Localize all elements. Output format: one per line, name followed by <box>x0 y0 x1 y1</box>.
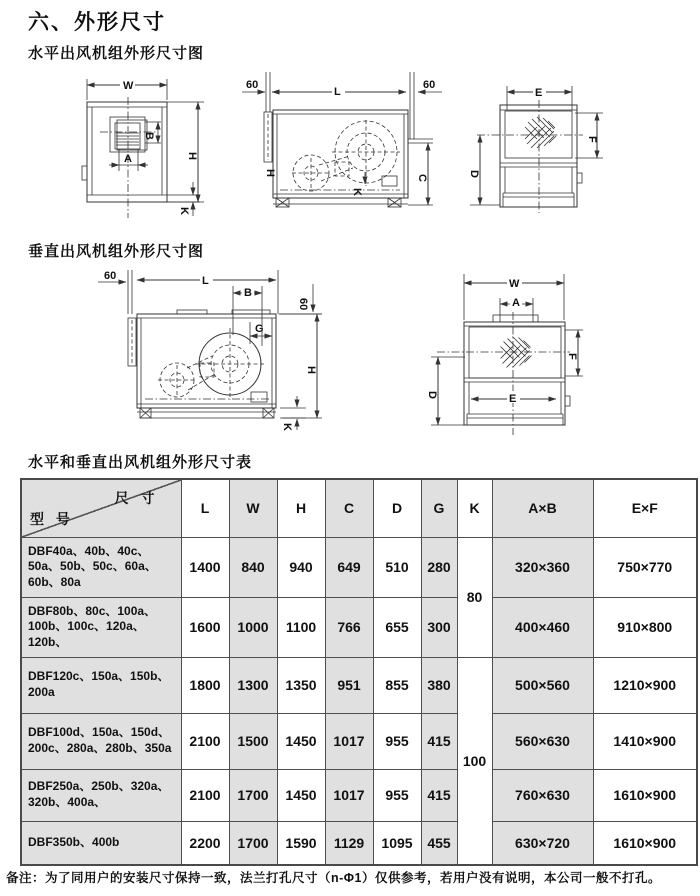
mesh-hatch <box>525 117 556 148</box>
model-cell: DBF80b、80c、100a、100b、100c、120a、120b、 <box>21 597 181 657</box>
dim-label-k: K <box>281 423 293 431</box>
dim-label-a: A <box>512 297 520 309</box>
dim-label-b: B <box>244 287 252 299</box>
cell-AxB: 320×360 <box>492 537 593 597</box>
model-cell: DBF40a、40b、40c、50a、50b、50c、60a、60b、80a <box>21 537 181 597</box>
cell-L: 2100 <box>181 769 229 821</box>
dim-label-60-right: 60 <box>297 298 309 311</box>
col-header-AxB: A×B <box>492 479 593 537</box>
col-header-G: G <box>421 479 457 537</box>
cell-W: 1000 <box>229 597 277 657</box>
cell-H: 1350 <box>277 657 325 713</box>
cell-ExF: 750×770 <box>593 537 697 597</box>
table-row <box>21 821 697 865</box>
cell-D: 855 <box>373 657 421 713</box>
cell-W: 1500 <box>229 713 277 769</box>
table-row <box>21 713 697 769</box>
dim-label-w: W <box>509 278 520 290</box>
col-header-W: W <box>229 479 277 537</box>
table-header-row <box>21 479 697 537</box>
cell-ExF: 910×800 <box>593 597 697 657</box>
footnote: 备注：为了同用户的安装尺寸保持一致，法兰打孔尺寸（n-Φ1）仅供参考，若用户没有说明，本公司一般不打孔。 <box>6 871 662 885</box>
dim-label-l: L <box>334 86 341 98</box>
cell-L: 1600 <box>181 597 229 657</box>
dim-label-d: D <box>468 170 480 178</box>
dim-label-60-right: 60 <box>423 79 436 91</box>
cell-L: 1800 <box>181 657 229 713</box>
col-header-H: H <box>277 479 325 537</box>
cell-H: 1450 <box>277 713 325 769</box>
dim-label-f: F <box>586 136 598 143</box>
corner-header-cell <box>21 479 181 537</box>
cell-K-group: 100 <box>457 657 492 865</box>
cell-L: 1400 <box>181 537 229 597</box>
cell-AxB: 400×460 <box>492 597 593 657</box>
corner-model-label: 型 号 <box>30 510 74 527</box>
col-header-C: C <box>325 479 373 537</box>
dim-label-60-top: 60 <box>104 270 117 282</box>
cell-C: 951 <box>325 657 373 713</box>
dim-label-h: H <box>305 366 317 374</box>
cell-W: 840 <box>229 537 277 597</box>
dim-label-w: W <box>123 80 134 92</box>
cell-W: 1700 <box>229 769 277 821</box>
cell-AxB: 760×630 <box>492 769 593 821</box>
table-row <box>21 769 697 821</box>
dim-label-b: B <box>143 132 155 140</box>
cell-ExF: 1610×900 <box>593 769 697 821</box>
dim-label-g: G <box>255 323 264 335</box>
horizontal-section-title: 水平出风机组外形尺寸图 <box>28 45 205 62</box>
table-row <box>21 657 697 713</box>
dim-label-l: L <box>202 275 209 287</box>
dimensions-table <box>20 478 698 866</box>
dim-label-d: D <box>426 391 438 399</box>
col-header-K: K <box>457 479 492 537</box>
dim-label-k: K <box>178 207 190 215</box>
cell-G: 415 <box>421 769 457 821</box>
cell-AxB: 560×630 <box>492 713 593 769</box>
cell-D: 955 <box>373 713 421 769</box>
dim-label-e: E <box>509 393 517 405</box>
table-row <box>21 597 697 657</box>
model-cell: DBF250a、250b、320a、320b、400a、 <box>21 769 181 821</box>
cell-AxB: 500×560 <box>492 657 593 713</box>
cell-L: 2100 <box>181 713 229 769</box>
cell-ExF: 1210×900 <box>593 657 697 713</box>
cell-C: 766 <box>325 597 373 657</box>
cell-W: 1300 <box>229 657 277 713</box>
dim-label-h: H <box>264 169 276 177</box>
table-row <box>21 537 697 597</box>
cell-ExF: 1410×900 <box>593 713 697 769</box>
vertical-rear-view-diagram <box>425 262 690 440</box>
cell-G: 415 <box>421 713 457 769</box>
cell-L: 2200 <box>181 821 229 865</box>
vertical-side-view-diagram <box>60 268 345 440</box>
dim-label-c: C <box>416 174 428 182</box>
horizontal-rear-view-diagram <box>455 80 700 230</box>
dim-label-60-left: 60 <box>246 79 259 91</box>
cell-W: 1700 <box>229 821 277 865</box>
cell-C: 1017 <box>325 713 373 769</box>
dim-label-e: E <box>535 87 543 99</box>
col-header-ExF: E×F <box>593 479 697 537</box>
cell-D: 510 <box>373 537 421 597</box>
cell-H: 1590 <box>277 821 325 865</box>
horizontal-front-view-diagram <box>62 70 242 230</box>
table-title: 水平和垂直出风机组外形尺寸表 <box>28 454 253 471</box>
cell-D: 955 <box>373 769 421 821</box>
model-cell: DBF100d、150a、150d、200c、280a、280b、350a <box>21 713 181 769</box>
cell-D: 1095 <box>373 821 421 865</box>
cell-ExF: 1610×900 <box>593 821 697 865</box>
col-header-D: D <box>373 479 421 537</box>
cell-H: 940 <box>277 537 325 597</box>
dim-label-k: K <box>351 188 363 196</box>
col-header-L: L <box>181 479 229 537</box>
corner-dim-label: 尺 寸 <box>114 490 159 506</box>
cell-C: 1129 <box>325 821 373 865</box>
cell-AxB: 630×720 <box>492 821 593 865</box>
cell-C: 649 <box>325 537 373 597</box>
cell-C: 1017 <box>325 769 373 821</box>
cell-H: 1450 <box>277 769 325 821</box>
cell-H: 1100 <box>277 597 325 657</box>
vertical-section-title: 垂直出风机组外形尺寸图 <box>28 243 205 260</box>
cell-G: 300 <box>421 597 457 657</box>
model-cell: DBF120c、150a、150b、200a <box>21 657 181 713</box>
cell-K-group: 80 <box>457 537 492 657</box>
page-title: 六、外形尺寸 <box>28 11 166 34</box>
cell-G: 280 <box>421 537 457 597</box>
horizontal-side-view-diagram <box>240 68 455 233</box>
cell-G: 380 <box>421 657 457 713</box>
cell-D: 655 <box>373 597 421 657</box>
model-cell: DBF350b、400b <box>21 821 181 865</box>
dim-label-f: F <box>566 353 578 360</box>
cell-G: 455 <box>421 821 457 865</box>
dim-label-a: A <box>124 153 132 165</box>
dim-label-h: H <box>186 152 198 160</box>
